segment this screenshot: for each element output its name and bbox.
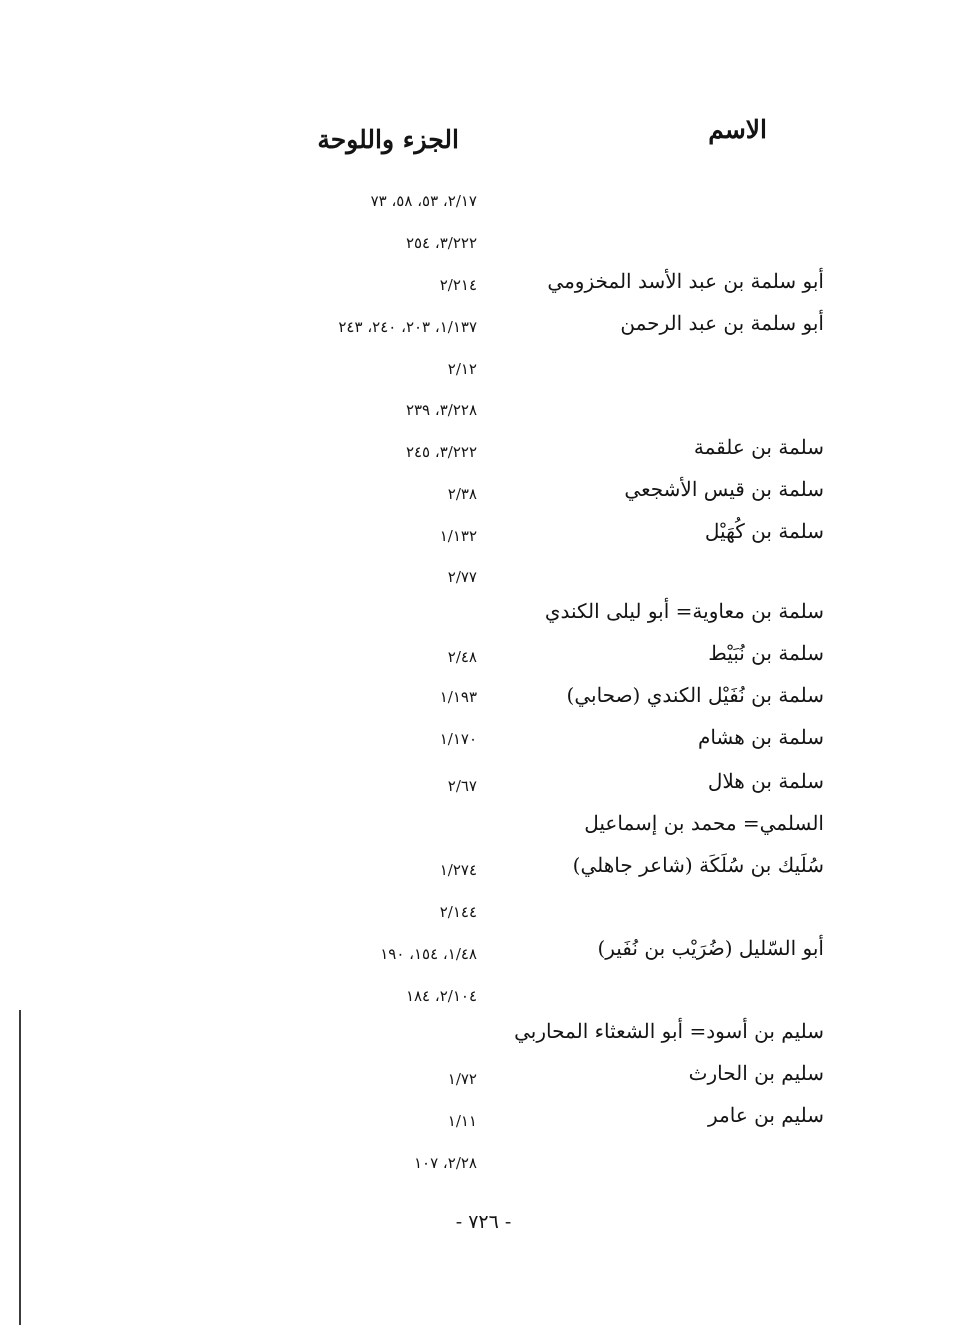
entry-refs: ١/٤٨، ١٥٤، ١٩٠ <box>380 945 477 963</box>
entry-refs: ١/١١ <box>447 1112 477 1130</box>
entry-name: سليم بن أسود= أبو الشعثاء المحاربي <box>514 1019 824 1043</box>
entry-name: سلمة بن كُهَيْل <box>704 519 824 543</box>
entry-refs: ٢/١٤٤ <box>439 903 477 921</box>
column-header-name: الاسم <box>708 115 767 144</box>
entry-refs: ١/١٣٢ <box>439 527 477 545</box>
entry-refs: ٢/٧٧ <box>447 568 477 586</box>
entry-name: سليم بن الحارث <box>688 1061 824 1085</box>
entry-refs: ١/١٩٣ <box>439 688 477 706</box>
entry-name: سلمة بن قيس الأشجعي <box>624 477 824 501</box>
entry-refs: ١/٧٢ <box>447 1070 477 1088</box>
entry-refs: ٢/٢٨، ١٠٧ <box>413 1154 477 1172</box>
page-number: - ٧٢٦ - <box>455 1211 512 1233</box>
entry-name: سُلَيك بن سُلَكَة (شاعر جاهلي) <box>572 853 824 877</box>
entry-refs: ٢/١٢ <box>447 360 477 378</box>
entry-refs: ٣/٢٢٨، ٢٣٩ <box>405 401 477 419</box>
entry-name: سليم بن عامر <box>707 1103 824 1127</box>
entry-refs: ١/١٣٧، ٢٠٣، ٢٤٠، ٢٤٣ <box>338 318 477 336</box>
entry-refs: ٢/٦٧ <box>447 777 477 795</box>
entry-name: سلمة بن معاوية= أبو ليلى الكندي <box>544 599 824 623</box>
entry-refs: ٢/١٧، ٥٣، ٥٨، ٧٣ <box>370 192 477 210</box>
entry-name: سلمة بن نُبَيْط <box>708 641 824 665</box>
binding-edge-line <box>19 1010 21 1325</box>
entry-name: سلمة بن نُفَيْل الكندي (صحابي) <box>566 683 824 707</box>
entry-name: سلمة بن هشام <box>697 725 824 749</box>
entry-refs: ٢/٢١٤ <box>439 276 477 294</box>
entry-name: سلمة بن هلال <box>707 769 824 793</box>
entry-name: أبو السّليل (ضُرَيْب بن نُفَير) <box>597 936 824 960</box>
entry-refs: ١/٢٧٤ <box>439 861 477 879</box>
entry-name: السلمي= محمد بن إسماعيل <box>584 811 824 835</box>
entry-refs: ١/١٧٠ <box>439 730 477 748</box>
entry-refs: ٢/١٠٤، ١٨٤ <box>405 987 477 1005</box>
entry-refs: ٢/٤٨ <box>447 648 477 666</box>
entry-refs: ٢/٣٨ <box>447 485 477 503</box>
entry-refs: ٣/٢٢٢، ٢٤٥ <box>405 443 477 461</box>
column-header-volume-plate: الجزء واللوحة <box>317 125 459 154</box>
entry-name: أبو سلمة بن عبد الرحمن <box>620 311 824 335</box>
entry-name: أبو سلمة بن عبد الأسد المخزومي <box>547 269 824 293</box>
entry-name: سلمة بن علقمة <box>693 435 824 459</box>
entry-refs: ٣/٢٢٢، ٢٥٤ <box>405 234 477 252</box>
